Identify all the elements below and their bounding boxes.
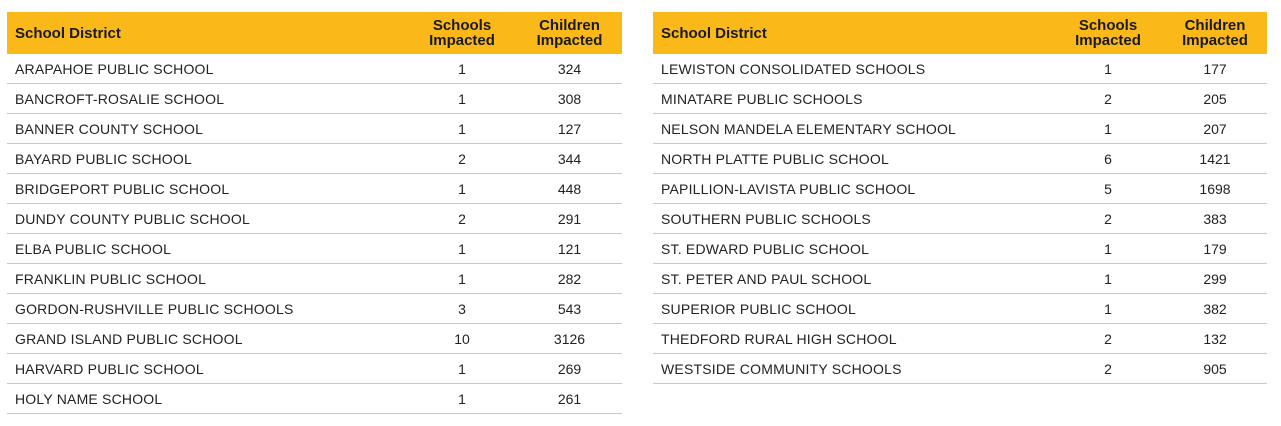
- district-name-cell: NELSON MANDELA ELEMENTARY SCHOOL: [653, 114, 1053, 144]
- children-impacted-cell: 132: [1163, 324, 1267, 354]
- table-row: [653, 114, 1267, 144]
- children-impacted-cell: 1421: [1163, 144, 1267, 174]
- table-row: [653, 174, 1267, 204]
- children-impacted-cell: 543: [517, 294, 622, 324]
- children-impacted-cell: 177: [1163, 54, 1267, 84]
- schools-impacted-cell: 1: [407, 384, 517, 414]
- children-impacted-cell: 291: [517, 204, 622, 234]
- children-impacted-cell: 121: [517, 234, 622, 264]
- district-name-cell: HOLY NAME SCHOOL: [7, 384, 407, 414]
- district-name-cell: FRANKLIN PUBLIC SCHOOL: [7, 264, 407, 294]
- district-name-cell: NORTH PLATTE PUBLIC SCHOOL: [653, 144, 1053, 174]
- table-row: [653, 54, 1267, 84]
- children-impacted-cell: 308: [517, 84, 622, 114]
- table-row: [653, 324, 1267, 354]
- schools-impacted-cell: 1: [1053, 294, 1163, 324]
- schools-impacted-cell: 1: [1053, 234, 1163, 264]
- table-row: [7, 144, 622, 174]
- children-impacted-cell: 179: [1163, 234, 1267, 264]
- schools-impacted-cell: 1: [407, 84, 517, 114]
- district-name-cell: ST. PETER AND PAUL SCHOOL: [653, 264, 1053, 294]
- schools-impacted-cell: 2: [1053, 84, 1163, 114]
- children-impacted-cell: 448: [517, 174, 622, 204]
- children-impacted-cell: 1698: [1163, 174, 1267, 204]
- district-name-cell: BANCROFT-ROSALIE SCHOOL: [7, 84, 407, 114]
- table-row: [7, 174, 622, 204]
- schools-impacted-cell: 1: [1053, 114, 1163, 144]
- table-row: [7, 384, 622, 414]
- schools-impacted-cell: 1: [407, 174, 517, 204]
- schools-impacted-cell: 6: [1053, 144, 1163, 174]
- table-row: [7, 54, 622, 84]
- table-row: [653, 204, 1267, 234]
- header-school-district: School District: [653, 12, 1053, 54]
- header-children-line2: Impacted: [536, 32, 603, 49]
- table-row: [7, 324, 622, 354]
- schools-impacted-cell: 1: [407, 114, 517, 144]
- header-schools-impacted: [1053, 12, 1163, 54]
- children-impacted-cell: 905: [1163, 354, 1267, 384]
- schools-impacted-cell: 2: [407, 204, 517, 234]
- table-row: [653, 234, 1267, 264]
- schools-impacted-cell: 10: [407, 324, 517, 354]
- schools-impacted-cell: 1: [407, 234, 517, 264]
- header-children-line2: Impacted: [1182, 32, 1248, 49]
- children-impacted-cell: 3126: [517, 324, 622, 354]
- children-impacted-cell: 261: [517, 384, 622, 414]
- schools-impacted-cell: 2: [407, 144, 517, 174]
- district-name-cell: ST. EDWARD PUBLIC SCHOOL: [653, 234, 1053, 264]
- table-row: [7, 264, 622, 294]
- table-row: [7, 204, 622, 234]
- district-name-cell: SOUTHERN PUBLIC SCHOOLS: [653, 204, 1053, 234]
- children-impacted-cell: 382: [1163, 294, 1267, 324]
- schools-impacted-cell: 2: [1053, 324, 1163, 354]
- table-body-right: [653, 54, 1267, 384]
- children-impacted-cell: 127: [517, 114, 622, 144]
- district-name-cell: PAPILLION-LAVISTA PUBLIC SCHOOL: [653, 174, 1053, 204]
- schools-impacted-cell: 2: [1053, 204, 1163, 234]
- schools-impacted-cell: 3: [407, 294, 517, 324]
- children-impacted-cell: 383: [1163, 204, 1267, 234]
- district-name-cell: ARAPAHOE PUBLIC SCHOOL: [7, 54, 407, 84]
- table-row: [7, 114, 622, 144]
- header-schools-line1: Schools: [1078, 17, 1138, 34]
- district-name-cell: THEDFORD RURAL HIGH SCHOOL: [653, 324, 1053, 354]
- header-children-line1: Children: [539, 17, 600, 34]
- children-impacted-cell: 282: [517, 264, 622, 294]
- district-name-cell: HARVARD PUBLIC SCHOOL: [7, 354, 407, 384]
- schools-impacted-cell: 5: [1053, 174, 1163, 204]
- schools-impacted-cell: 1: [407, 264, 517, 294]
- district-table-right: [653, 12, 1267, 384]
- header-schools-line2: Impacted: [1075, 32, 1141, 49]
- table-row: [653, 264, 1267, 294]
- table-row: [7, 354, 622, 384]
- schools-impacted-cell: 1: [407, 354, 517, 384]
- header-schools-line1: Schools: [432, 17, 492, 34]
- children-impacted-cell: 324: [517, 54, 622, 84]
- children-impacted-cell: 205: [1163, 84, 1267, 114]
- header-schools-line2: Impacted: [429, 32, 495, 49]
- table-row: [7, 294, 622, 324]
- district-name-cell: MINATARE PUBLIC SCHOOLS: [653, 84, 1053, 114]
- schools-impacted-cell: 2: [1053, 354, 1163, 384]
- table-row: [7, 234, 622, 264]
- children-impacted-cell: 207: [1163, 114, 1267, 144]
- table-row: [653, 294, 1267, 324]
- header-children-impacted: [1163, 12, 1267, 54]
- children-impacted-cell: 299: [1163, 264, 1267, 294]
- district-name-cell: ELBA PUBLIC SCHOOL: [7, 234, 407, 264]
- table-body-left: [7, 54, 622, 414]
- children-impacted-cell: 344: [517, 144, 622, 174]
- header-school-district: School District: [7, 12, 407, 54]
- district-name-cell: GRAND ISLAND PUBLIC SCHOOL: [7, 324, 407, 354]
- schools-impacted-cell: 1: [407, 54, 517, 84]
- district-name-cell: SUPERIOR PUBLIC SCHOOL: [653, 294, 1053, 324]
- district-name-cell: BAYARD PUBLIC SCHOOL: [7, 144, 407, 174]
- district-name-cell: DUNDY COUNTY PUBLIC SCHOOL: [7, 204, 407, 234]
- children-impacted-cell: 269: [517, 354, 622, 384]
- district-table-left: [7, 12, 622, 414]
- table-row: [7, 84, 622, 114]
- district-name-cell: BANNER COUNTY SCHOOL: [7, 114, 407, 144]
- district-name-cell: WESTSIDE COMMUNITY SCHOOLS: [653, 354, 1053, 384]
- table-row: [653, 84, 1267, 114]
- schools-impacted-cell: 1: [1053, 264, 1163, 294]
- table-row: [653, 144, 1267, 174]
- schools-impacted-cell: 1: [1053, 54, 1163, 84]
- header-children-impacted: [517, 12, 622, 54]
- table-header-row: [653, 12, 1267, 54]
- district-name-cell: LEWISTON CONSOLIDATED SCHOOLS: [653, 54, 1053, 84]
- header-children-line1: Children: [1184, 17, 1246, 34]
- table-header-row: [7, 12, 622, 54]
- table-row: [653, 354, 1267, 384]
- district-name-cell: BRIDGEPORT PUBLIC SCHOOL: [7, 174, 407, 204]
- district-name-cell: GORDON-RUSHVILLE PUBLIC SCHOOLS: [7, 294, 407, 324]
- header-schools-impacted: [407, 12, 517, 54]
